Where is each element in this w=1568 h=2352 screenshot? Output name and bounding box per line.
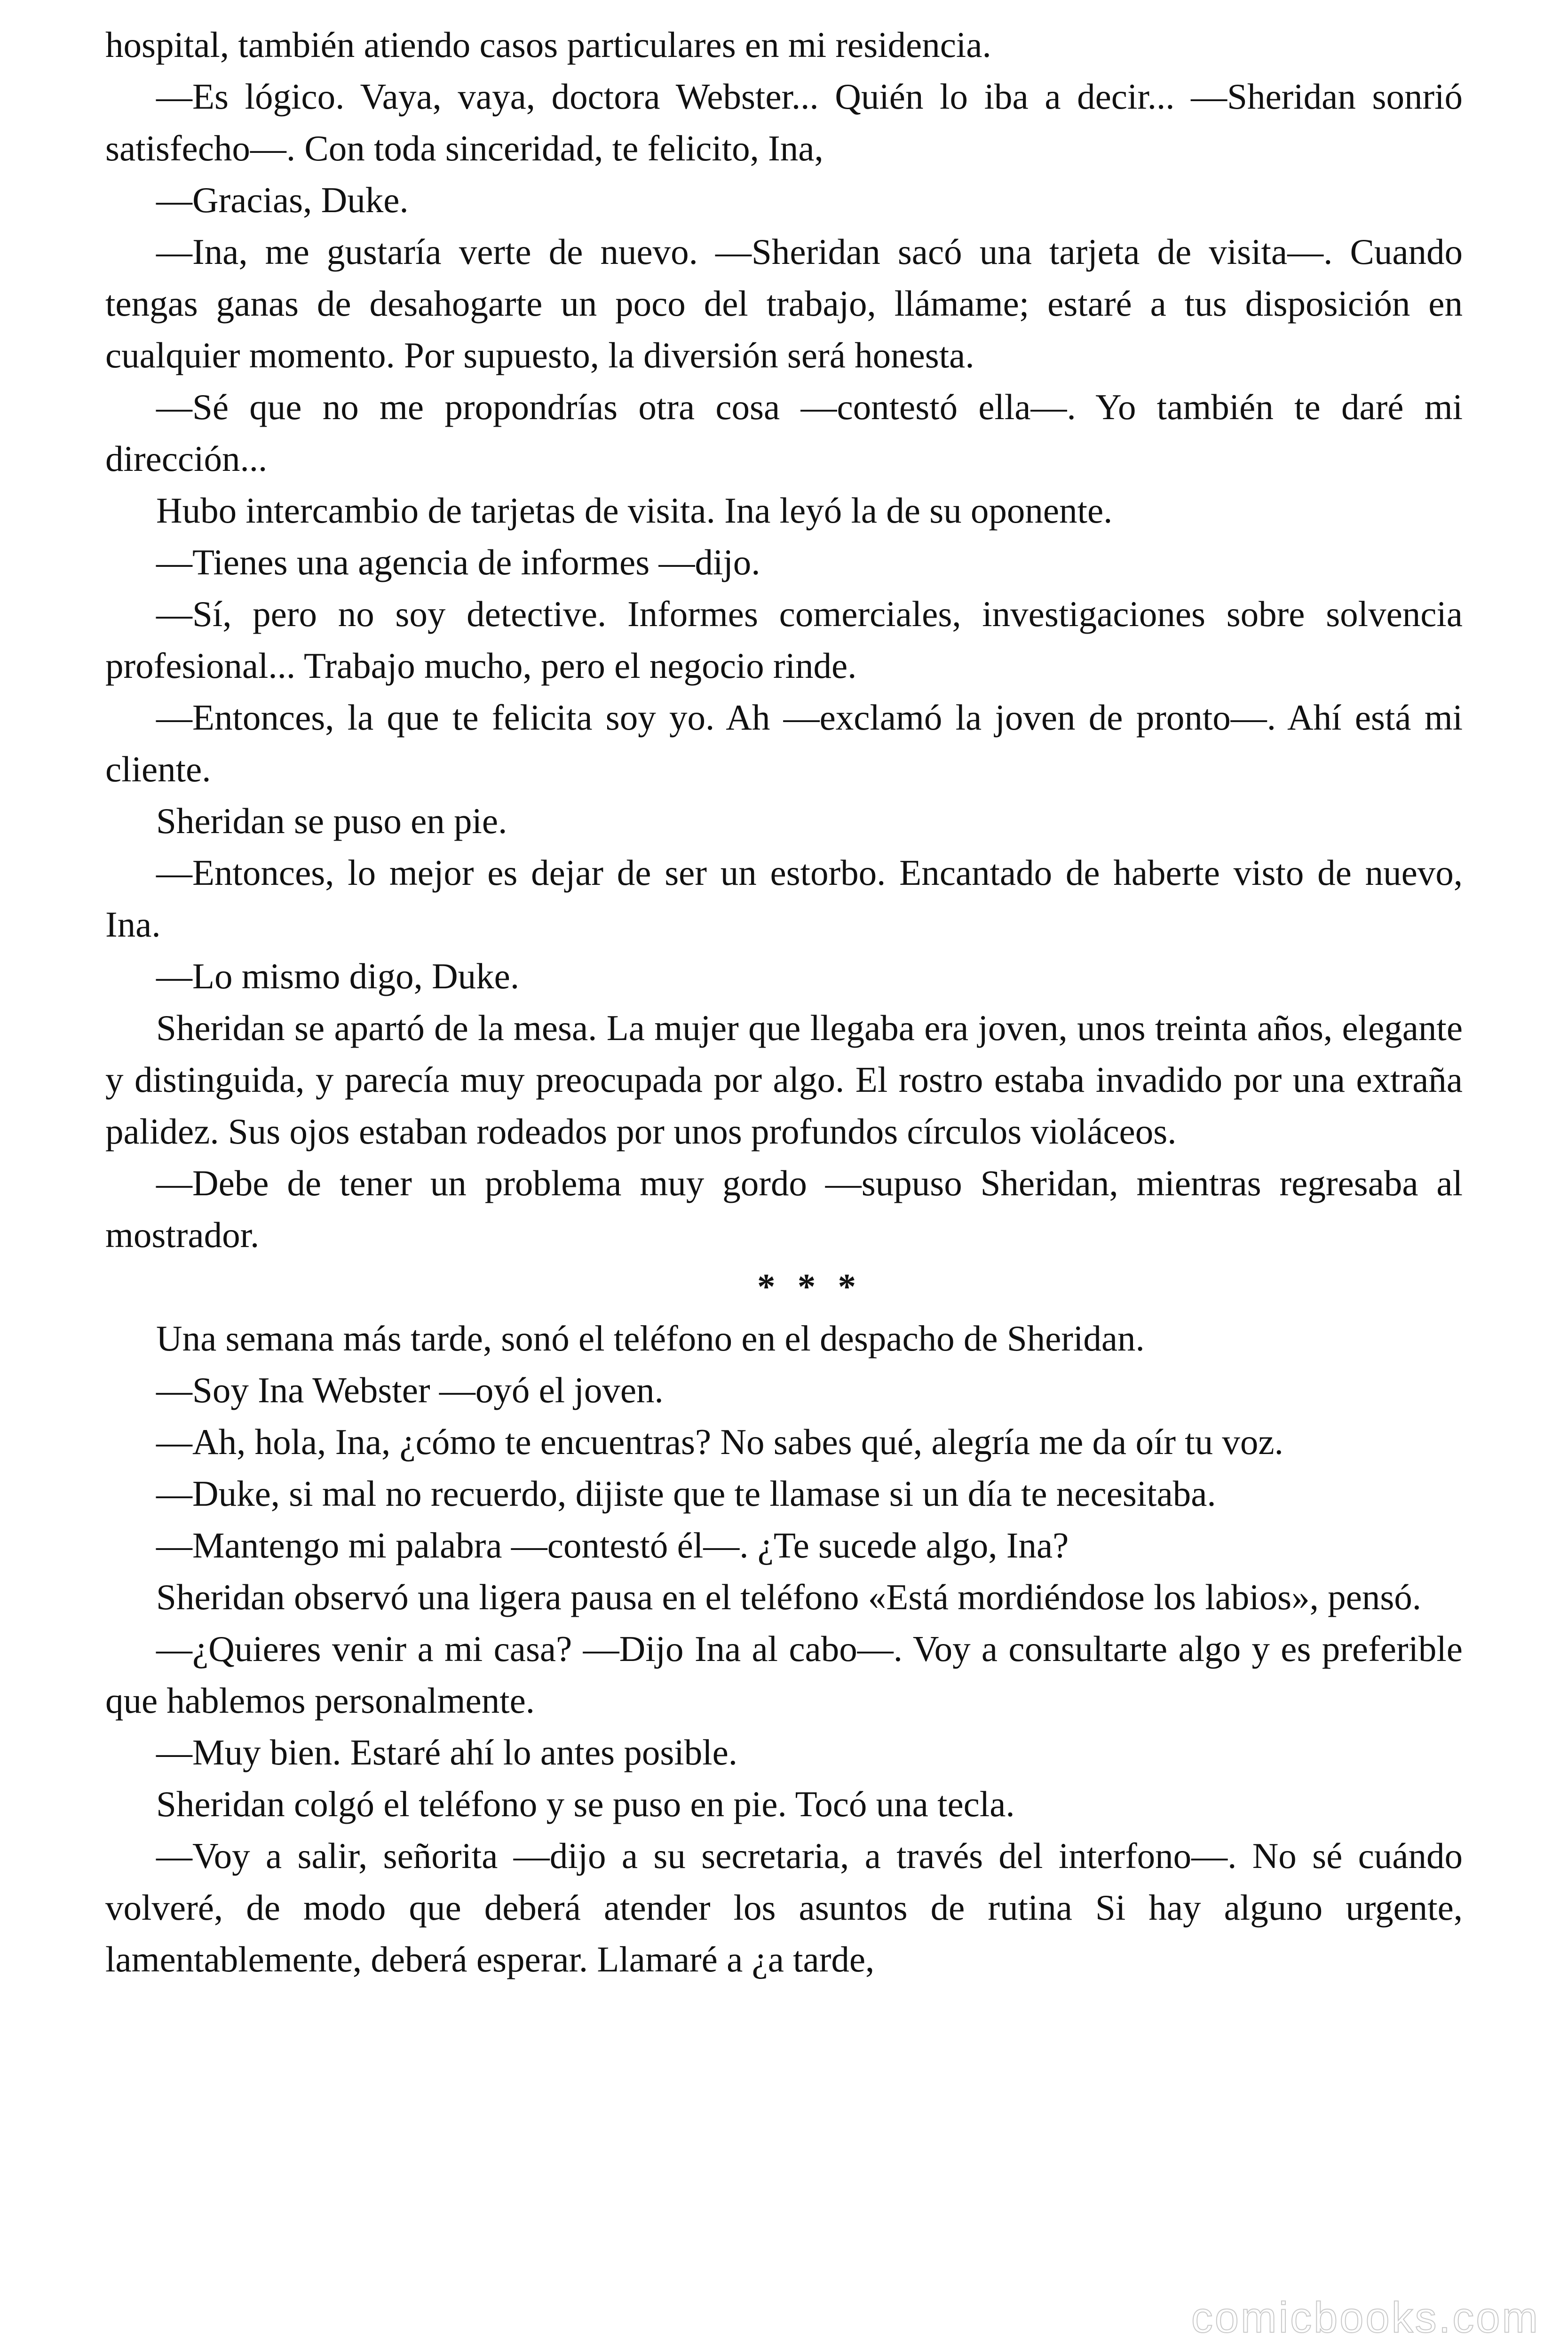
paragraph: —Muy bien. Estaré ahí lo antes posible. xyxy=(156,1732,738,1772)
paragraph: Una semana más tarde, sonó el teléfono en el despacho de Sheridan. xyxy=(156,1318,1145,1359)
paragraph: —Debe de tener un problema muy gordo —supuso Sheridan, mientras regresaba al mostrador. xyxy=(105,1163,1463,1255)
section-before-break xyxy=(105,19,1463,1261)
paragraph: —Gracias, Duke. xyxy=(156,180,409,220)
paragraph: —Voy a salir, señorita —dijo a su secretaria, a través del interfono—. No sé cuándo volveré, de modo que deberá atender los asuntos de rutina Si hay alguno urgente, lamentablemente, deberá esperar. Llamaré a ¿a tarde, xyxy=(105,1836,1463,1979)
book-page xyxy=(105,19,1463,1985)
paragraph: —¿Quieres venir a mi casa? —Dijo Ina al cabo—. Voy a consultarte algo y es preferible que hablemos personalmente. xyxy=(105,1629,1463,1721)
paragraph: Sheridan se apartó de la mesa. La mujer que llegaba era joven, unos treinta años, elegante y distinguida, y parecía muy preocupada por algo. El rostro estaba invadido por una extraña palidez. Sus ojos estaban rodeados por unos profundos círculos violáceos. xyxy=(105,1008,1463,1152)
paragraph: Sheridan se puso en pie. xyxy=(156,801,507,841)
paragraph: —Entonces, lo mejor es dejar de ser un estorbo. Encantado de haberte visto de nuevo, Ina. xyxy=(105,852,1463,945)
scene-break: * * * xyxy=(757,1266,863,1307)
paragraph: —Lo mismo digo, Duke. xyxy=(156,956,520,996)
paragraph: —Duke, si mal no recuerdo, dijiste que te llamase si un día te necesitaba. xyxy=(156,1473,1216,1514)
paragraph: —Sé que no me propondrías otra cosa —contestó ella—. Yo también te daré mi dirección... xyxy=(105,387,1463,479)
paragraph: —Es lógico. Vaya, vaya, doctora Webster... Quién lo iba a decir... —Sheridan sonrió satisfecho—. Con toda sinceridad, te felicito, Ina, xyxy=(105,76,1463,168)
paragraph: —Mantengo mi palabra —contestó él—. ¿Te sucede algo, Ina? xyxy=(156,1525,1069,1565)
paragraph: —Entonces, la que te felicita soy yo. Ah —exclamó la joven de pronto—. Ahí está mi cliente. xyxy=(105,697,1463,789)
paragraph: —Ina, me gustaría verte de nuevo. —Sheridan sacó una tarjeta de visita—. Cuando tengas ganas de desahogarte un poco del trabajo, llámame; estaré a tus disposición en cualquier momento. Por supuesto, la diversión será honesta. xyxy=(105,231,1463,375)
section-after-break xyxy=(105,1312,1463,1985)
paragraph: Sheridan observó una ligera pausa en el teléfono «Está mordiéndose los labios», pensó. xyxy=(156,1577,1422,1617)
paragraph: hospital, también atiendo casos particulares en mi residencia. xyxy=(105,24,991,65)
paragraph: —Tienes una agencia de informes —dijo. xyxy=(156,542,760,582)
watermark-logo: comicbooks.com xyxy=(1191,2294,1540,2342)
paragraph: —Sí, pero no soy detective. Informes comerciales, investigaciones sobre solvencia profesional... Trabajo mucho, pero el negocio rinde. xyxy=(105,594,1463,686)
paragraph: —Ah, hola, Ina, ¿cómo te encuentras? No sabes qué, alegría me da oír tu voz. xyxy=(156,1422,1283,1462)
paragraph: Hubo intercambio de tarjetas de visita. Ina leyó la de su oponente. xyxy=(156,490,1113,531)
paragraph: —Soy Ina Webster —oyó el joven. xyxy=(156,1370,664,1410)
paragraph: Sheridan colgó el teléfono y se puso en pie. Tocó una tecla. xyxy=(156,1784,1015,1824)
